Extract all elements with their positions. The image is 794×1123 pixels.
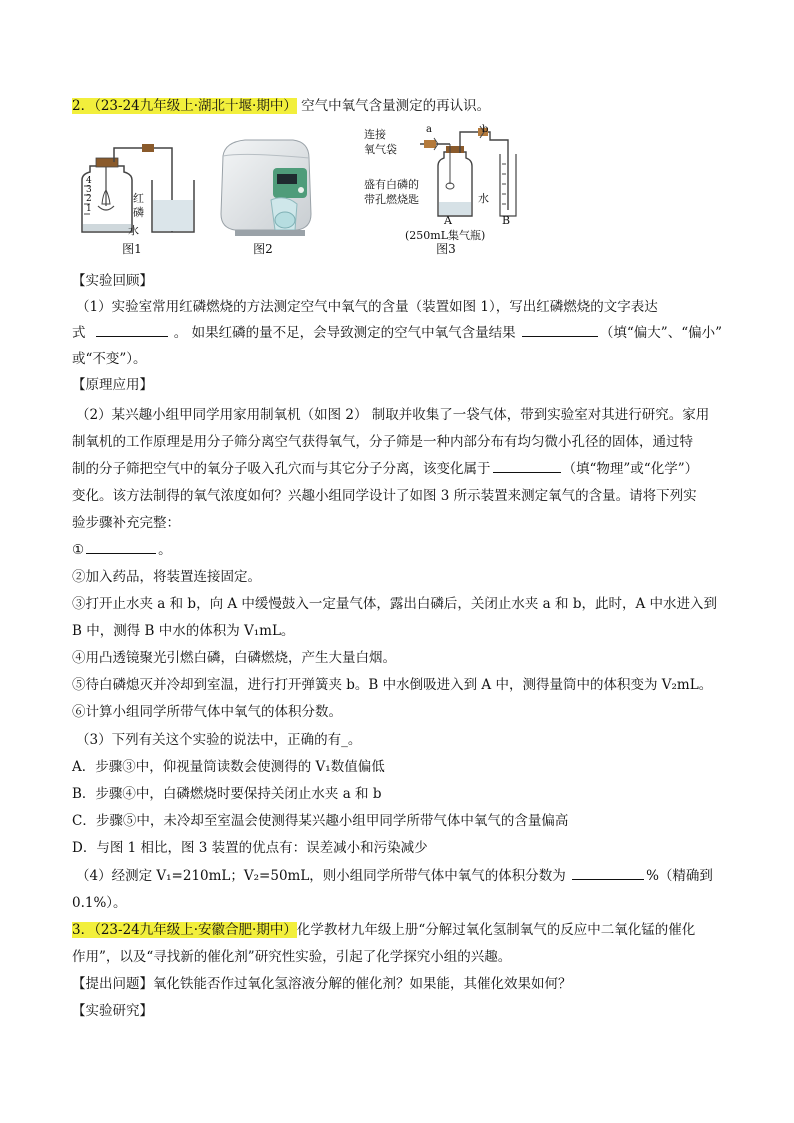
step-1-answer-blank[interactable]: [86, 540, 156, 554]
section-question: 【提出问题】: [72, 976, 153, 992]
fig3-volume-label: (250mL集气瓶): [405, 229, 486, 242]
q1-line-2: [72, 323, 722, 343]
section-apply: 【原理应用】: [72, 377, 153, 393]
fig1-water-label: 水: [128, 224, 139, 237]
q3-question-line: [72, 974, 572, 994]
step-1-marker: ①: [72, 542, 85, 558]
q1-text-a: 式: [72, 325, 86, 341]
figure-2-oxygen-machine: [215, 134, 315, 242]
q2-text-b: （填“物理”或“化学”）: [562, 461, 699, 477]
q3-heading: [72, 920, 695, 940]
q3-stem: （3）下列有关这个实验的说法中，正确的有_。: [76, 732, 362, 748]
fig3-clip-a: a: [426, 124, 432, 135]
fig3-clip-b: b: [482, 124, 489, 135]
step-1: [72, 540, 172, 560]
fig1-level-2: 2: [86, 194, 92, 204]
q1-text-c: （填“偏大”、“偏小”: [599, 325, 722, 341]
q1-answer-blank-1[interactable]: [96, 323, 168, 337]
q2-line-1: （2）某兴趣小组甲同学用家用制氧机（如图 2） 制取并收集了一袋气体，带到实验室对其进行研究。家用: [76, 407, 710, 423]
step-3-line-1: ③打开止水夹 a 和 b，向 A 中缓慢鼓入一定量气体，露出白磷后，关闭止水夹 a 和 b，此时，A 中水进入到: [72, 596, 717, 612]
q2-line-2: 制氧机的工作原理是用分子筛分离空气获得氧气，分子筛是一种内部分布有均匀微小孔径的固体，通过特: [72, 434, 693, 450]
option-d: D．与图 1 相比，图 3 装置的优点有：误差减小和污染减少: [72, 840, 428, 856]
fig2-caption: 图2: [253, 242, 273, 256]
fig1-level-4: 4: [86, 176, 92, 186]
section-review: 【实验回顾】: [72, 273, 153, 289]
step-4: ④用凸透镜聚光引燃白磷，白磷燃烧，产生大量白烟。: [72, 650, 396, 666]
q3-number: 3．: [72, 922, 95, 938]
fig3-white-p-label-2: 带孔燃烧匙: [364, 193, 419, 206]
fig3-bag-label: 氧气袋: [364, 143, 397, 156]
fig1-level-3: 3: [86, 185, 92, 195]
step-1-end: 。: [158, 542, 172, 558]
step-2: ②加入药品，将装置连接固定。: [72, 569, 261, 585]
q4-line-2: 0.1%）。: [72, 895, 127, 911]
q4-answer-blank[interactable]: [572, 866, 644, 880]
fig1-caption: 图1: [122, 242, 142, 256]
q1-line-3: 或“不变”）。: [72, 351, 147, 367]
fig3-cylinder-B: B: [502, 214, 511, 227]
option-b: B．步骤④中，白磷燃烧时要保持关闭止水夹 a 和 b: [72, 786, 382, 802]
q4-line-1: [76, 866, 713, 886]
q2-line-5: 验步骤补充完整：: [72, 515, 180, 531]
q4-text-b: %（精确到: [646, 868, 713, 884]
q2-line-3: [72, 459, 698, 479]
q2-heading: [72, 96, 490, 116]
q2-number: 2．: [72, 98, 95, 114]
option-a: A．步骤③中，仰视量筒读数会使测得的 V₁数值偏低: [72, 759, 385, 775]
q2-answer-blank[interactable]: [493, 459, 561, 473]
section-research: 【实验研究】: [72, 1003, 153, 1019]
fig3-caption: 图3: [436, 242, 456, 256]
q3-text-line-2: 作用”，以及“寻找新的催化剂”研究性实验，引起了化学探究小组的兴趣。: [72, 949, 512, 965]
step-3-line-2: B 中，测得 B 中水的体积为 V₁mL。: [72, 623, 295, 639]
fig1-red-phosphorus-label: 红 磷: [133, 192, 144, 219]
q3-question-text: 氧化铁能否作过氧化氢溶液分解的催化剂？如果能，其催化效果如何？: [153, 976, 572, 992]
option-c: C．步骤⑤中，未冷却至室温会使测得某兴趣小组甲同学所带气体中氧气的含量偏高: [72, 813, 569, 829]
fig1-level-1: 1: [86, 204, 92, 214]
q2-text-a: 制的分子筛把空气中的氧分子吸入孔穴而与其它分子分离，该变化属于: [72, 461, 491, 477]
fig3-water-label: 水: [478, 192, 489, 205]
q2-line-4: 变化。该方法制得的氧气浓度如何？兴趣小组同学设计了如图 3 所示装置来测定氧气的含量。请将下列实: [72, 488, 697, 504]
fig3-connect-label: 连接: [364, 128, 386, 141]
q2-source: （23-24九年级上·湖北十堰·期中）: [94, 98, 297, 114]
step-6: ⑥计算小组同学所带气体中氧气的体积分数。: [72, 704, 342, 720]
q1-line-1: （1）实验室常用红磷燃烧的方法测定空气中氧气的含量（装置如图 1），写出红磷燃烧的文字表达: [76, 299, 658, 315]
q1-text-b: 。 如果红磷的量不足，会导致测定的空气中氧气含量结果: [173, 325, 516, 341]
q1-answer-blank-2[interactable]: [522, 323, 598, 337]
q3-source: （23-24九年级上·安徽合肥·期中）: [94, 922, 297, 938]
q2-title: 空气中氧气含量测定的再认识。: [301, 98, 491, 114]
q3-text-a: 化学教材九年级上册“分解过氧化氢制氧气的反应中二氧化锰的催化: [296, 922, 696, 938]
fig3-white-p-label-1: 盛有白磷的: [364, 178, 419, 191]
figure-3-apparatus: [420, 124, 520, 224]
step-5: ⑤待白磷熄灭并冷却到室温，进行打开弹簧夹 b。B 中水倒吸进入到 A 中，测得量筒中的体积变为 V₂mL。: [72, 677, 713, 693]
q4-text-a: （4）经测定 V₁=210mL；V₂=50mL，则小组同学所带气体中氧气的体积分数为: [76, 868, 566, 884]
fig3-bottle-A: A: [444, 214, 452, 227]
